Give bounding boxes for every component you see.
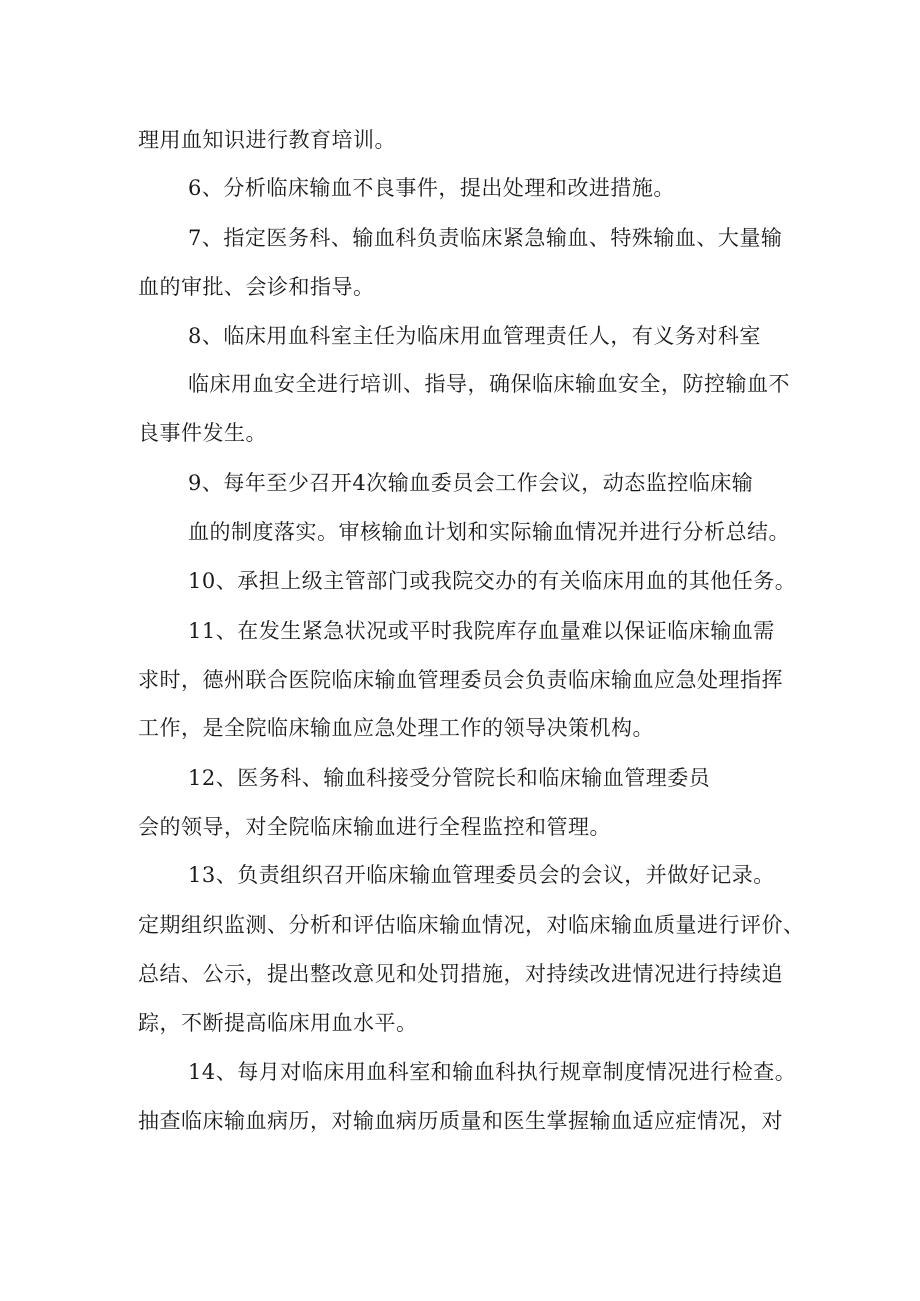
text-line-3: 7、指定医务科、输血科负责临床紧急输血、特殊输血、大量输: [188, 226, 783, 250]
text-line-7: 良事件发生。: [138, 421, 267, 445]
text-line-14: 12、医务科、输血科接受分管院长和临床输血管理委员: [188, 766, 711, 790]
text-line-17: 定期组织监测、分析和评估临床输血情况，对临床输血质量进行评价、: [138, 913, 805, 937]
text-line-21: 抽查临床输血病历，对输血病历质量和医生掌握输血适应症情况，对: [138, 1109, 783, 1133]
text-line-19: 踪，不断提高临床用血水平。: [138, 1011, 418, 1035]
text-line-9: 血的制度落实。审核输血计划和实际输血情况并进行分析总结。: [188, 520, 790, 544]
text-line-4: 血的审批、会诊和指导。: [138, 275, 375, 299]
text-line-6: 临床用血安全进行培训、指导，确保临床输血安全，防控输血不: [188, 372, 790, 396]
text-line-16: 13、负责组织召开临床输血管理委员会的会议，并做好记录。: [188, 863, 775, 887]
text-line-12: 求时，德州联合医院临床输血管理委员会负责临床输血应急处理指挥: [138, 668, 783, 692]
text-line-5: 8、临床用血科室主任为临床用血管理责任人，有义务对科室: [188, 324, 761, 348]
text-line-15: 会的领导，对全院临床输血进行全程监控和管理。: [138, 815, 611, 839]
text-line-11: 11、在发生紧急状况或平时我院库存血量难以保证临床输血需: [188, 619, 775, 643]
text-line-2: 6、分析临床输血不良事件，提出处理和改进措施。: [188, 176, 675, 200]
text-line-20: 14、每月对临床用血科室和输血科执行规章制度情况进行检查。: [188, 1060, 797, 1084]
text-line-8: 9、每年至少召开4次输血委员会工作会议，动态监控临床输: [188, 471, 754, 495]
text-line-13: 工作，是全院临床输血应急处理工作的领导决策机构。: [138, 716, 654, 740]
text-line-1: 理用血知识进行教育培训。: [138, 128, 396, 152]
text-line-18: 总结、公示，提出整改意见和处罚措施，对持续改进情况进行持续追: [138, 962, 783, 986]
text-line-10: 10、承担上级主管部门或我院交办的有关临床用血的其他任务。: [188, 569, 797, 593]
